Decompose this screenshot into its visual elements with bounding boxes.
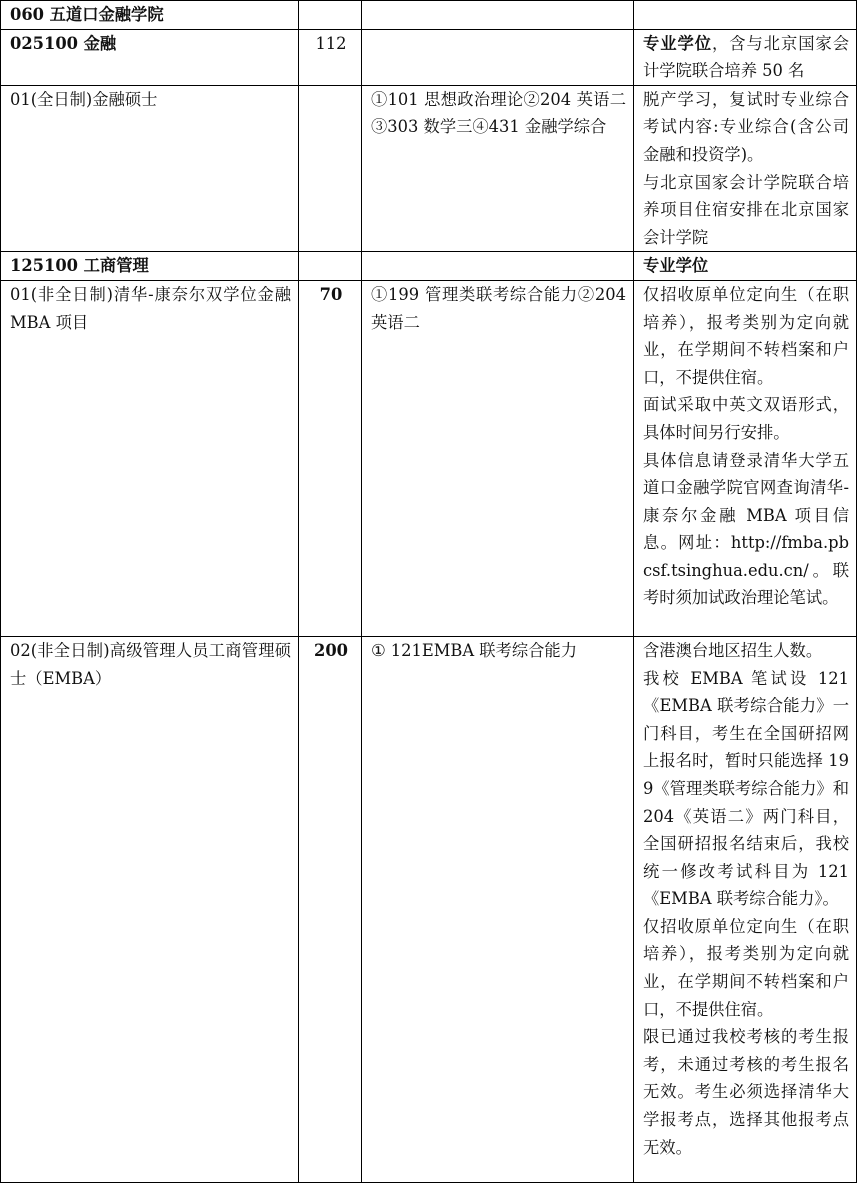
program-name: 02(非全日制)高级管理人员工商管理硕士（EMBA） [1, 636, 299, 1182]
table-row-program-finance-master [1, 85, 857, 252]
note-paragraph: 仅招收原单位定向生（在职培养），报考类别为定向就业，在学期间不转档案和户口，不提供住宿。 [643, 916, 849, 1019]
note-paragraph: 与北京国家会计学院联合培养项目住宿安排在北京国家会计学院 [643, 172, 849, 247]
program-exam: ①101 思想政治理论②204 英语二③303 数学三④431 金融学综合 [362, 85, 634, 252]
department-name: 060 五道口金融学院 [1, 1, 299, 30]
note-paragraph: 限已通过我校考核的考生报考，未通过考核的考生报名无效。考生必须选择清华大学报考点，选择其他报考点无效。 [643, 1027, 849, 1157]
major-name: 025100 金融 [1, 29, 299, 85]
program-name: 01(非全日制)清华-康奈尔双学位金融 MBA 项目 [1, 280, 299, 636]
program-name: 01(全日制)金融硕士 [1, 85, 299, 252]
note-paragraph: 具体信息请登录清华大学五道口金融学院官网查询清华-康奈尔金融 MBA 项目信息。网址：http://fmba.pbcsf.tsinghua.edu.cn/。联考时须加试政治理论笔试。 [643, 450, 849, 608]
note-paragraph: 仅招收原单位定向生（在职培养），报考类别为定向就业，在学期间不转档案和户口，不提供住宿。 [643, 284, 849, 387]
degree-type-label: 专业学位 [643, 33, 712, 53]
program-quota [299, 85, 362, 252]
table-row-program-fmba [1, 280, 857, 636]
program-quota: 70 [299, 280, 362, 636]
major-exam [362, 29, 634, 85]
major-quota [299, 252, 362, 281]
major-quota: 112 [299, 29, 362, 85]
table-row-major-business [1, 252, 857, 281]
department-quota [299, 1, 362, 30]
program-exam: ① 121EMBA 联考综合能力 [362, 636, 634, 1182]
major-notes-text: ，含与北京国家会计学院联合培养 50 名 [643, 33, 849, 81]
degree-type-label: 专业学位 [634, 252, 857, 281]
program-notes [634, 636, 857, 1182]
table-row-department [1, 1, 857, 30]
table-row-program-emba [1, 636, 857, 1182]
department-notes [634, 1, 857, 30]
program-notes [634, 280, 857, 636]
program-notes [634, 85, 857, 252]
program-exam: ①199 管理类联考综合能力②204 英语二 [362, 280, 634, 636]
note-paragraph: 含港澳台地区招生人数。 [643, 640, 823, 660]
note-paragraph: 脱产学习，复试时专业综合考试内容:专业综合(含公司金融和投资学)。 [643, 89, 849, 164]
major-name: 125100 工商管理 [1, 252, 299, 281]
major-notes [634, 29, 857, 85]
program-quota: 200 [299, 636, 362, 1182]
table-row-major-finance [1, 29, 857, 85]
note-paragraph: 我校 EMBA 笔试设 121《EMBA 联考综合能力》一门科目，考生在全国研招网上报名时，暂时只能选择 199《管理类联考综合能力》和 204《英语二》两门科目，全国研招报名结束后，我校统一修改考试科目为 121《EMBA 联考综合能力》。 [643, 668, 849, 909]
major-exam [362, 252, 634, 281]
department-exam [362, 1, 634, 30]
note-paragraph: 面试采取中英文双语形式，具体时间另行安排。 [643, 395, 849, 442]
